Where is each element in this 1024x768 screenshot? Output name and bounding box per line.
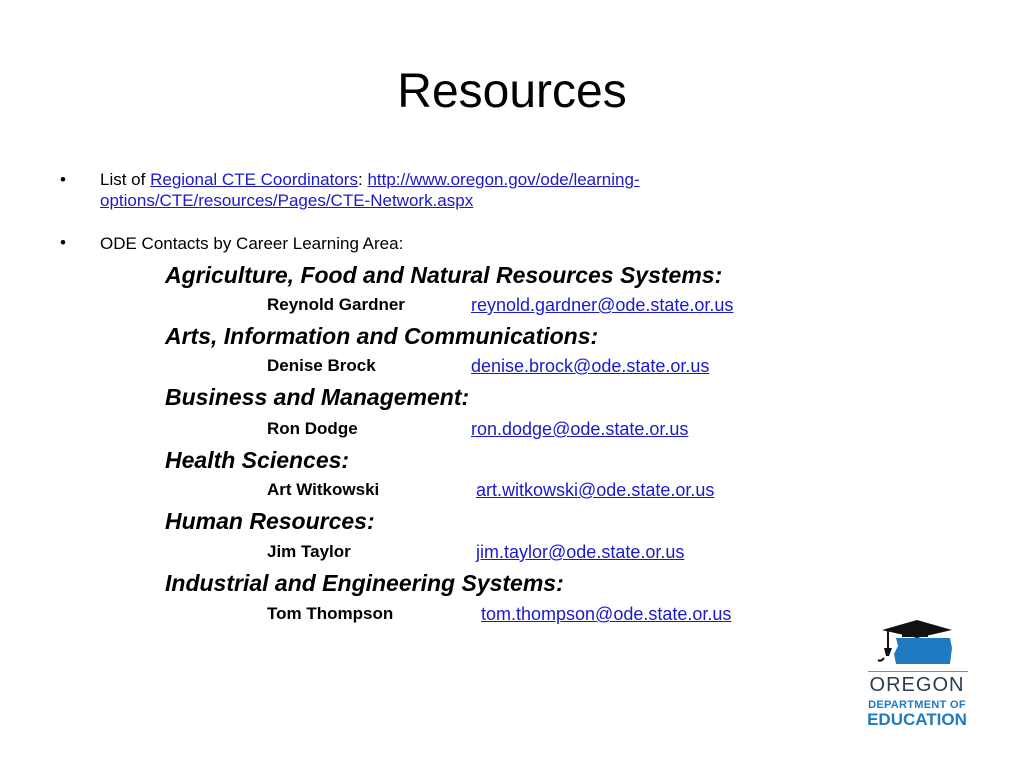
contact-email-link[interactable]: reynold.gardner@ode.state.or.us <box>471 295 734 315</box>
contact-name: Tom Thompson <box>267 604 394 623</box>
contact-name: Ron Dodge <box>267 419 358 438</box>
regional-cte-coordinators-link[interactable]: Regional CTE Coordinators <box>150 170 358 189</box>
contact-email-link[interactable]: ron.dodge@ode.state.or.us <box>471 419 689 439</box>
oregon-grad-cap-icon <box>872 618 962 670</box>
url-line-2: options/CTE/resources/Pages/CTE-Network.aspx <box>100 191 474 210</box>
bullet-ode-contacts: ODE Contacts by Career Learning Area: <box>100 234 404 253</box>
bullet-marker: • <box>60 170 66 189</box>
contact-name: Denise Brock <box>267 356 376 375</box>
logo-divider <box>868 671 968 672</box>
contact-email-link[interactable]: jim.taylor@ode.state.or.us <box>476 542 685 562</box>
career-area-heading: Arts, Information and Communications: <box>165 323 599 349</box>
contact-email-link[interactable]: tom.thompson@ode.state.or.us <box>481 604 732 624</box>
career-area-heading: Agriculture, Food and Natural Resources Systems: <box>165 262 723 288</box>
logo-education-text: EDUCATION <box>867 710 967 729</box>
contact-name: Art Witkowski <box>267 480 380 499</box>
bullet-regional-coordinators <box>100 169 800 211</box>
contact-name: Reynold Gardner <box>267 295 405 314</box>
career-area-heading: Business and Management: <box>165 384 470 410</box>
bullet-separator: : <box>357 170 368 189</box>
career-area-heading: Industrial and Engineering Systems: <box>165 570 564 596</box>
page-title: Resources <box>397 65 627 118</box>
logo-oregon-text: OREGON <box>869 674 965 696</box>
url-line-1: http://www.oregon.gov/ode/learning- <box>367 170 640 189</box>
contact-name: Jim Taylor <box>267 542 351 561</box>
oregon-department-of-education-logo <box>862 618 972 733</box>
contact-email-link[interactable]: art.witkowski@ode.state.or.us <box>476 480 715 500</box>
bullet-prefix: List of <box>100 170 151 189</box>
career-area-heading: Human Resources: <box>165 508 375 534</box>
bullet-marker: • <box>60 233 66 252</box>
career-area-heading: Health Sciences: <box>165 447 350 473</box>
logo-department-text: DEPARTMENT OF <box>868 699 966 711</box>
contact-email-link[interactable]: denise.brock@ode.state.or.us <box>471 356 710 376</box>
